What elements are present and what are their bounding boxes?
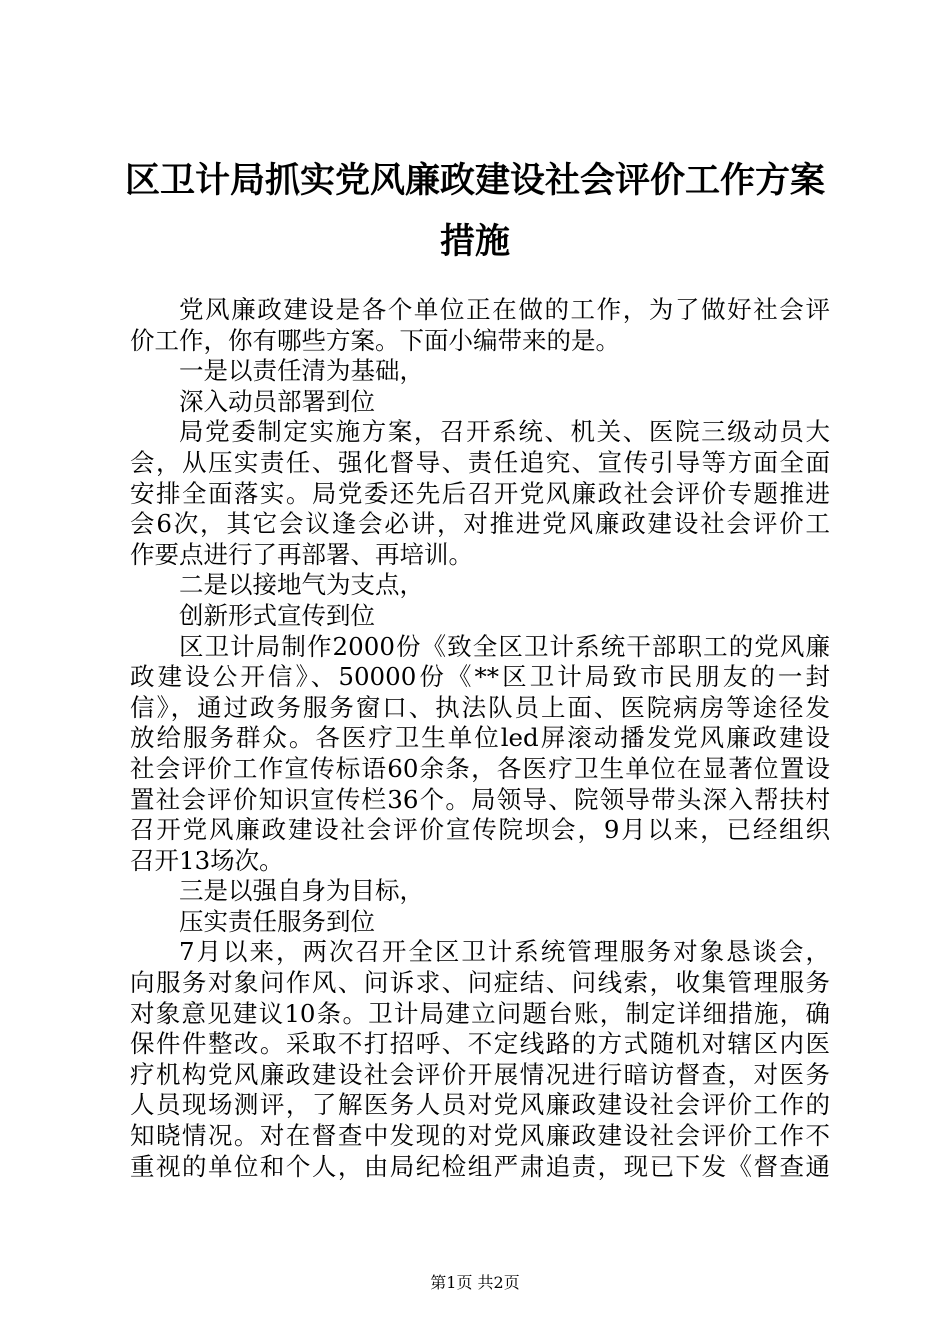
section-heading-line: 三是以强自身为目标， [179, 876, 424, 906]
body-line: 政建设公开信》、50000份《**区卫计局致市民朋友的一封 [130, 662, 830, 692]
body-line: 召开党风廉政建设社会评价宣传院坝会，9月以来，已经组织 [130, 815, 830, 845]
body-line: 社会评价工作宣传标语60余条，各医疗卫生单位在显著位置设 [130, 753, 830, 783]
body-line: 区卫计局制作2000份《致全区卫计系统干部职工的党风廉 [179, 631, 830, 661]
body-line: 对象意见建议10条。卫计局建立问题台账，制定详细措施，确 [130, 998, 830, 1028]
document-title-line-2: 措施 [439, 222, 510, 262]
section-heading-line: 深入动员部署到位 [179, 386, 375, 416]
body-line: 党风廉政建设是各个单位正在做的工作，为了做好社会评 [179, 295, 830, 324]
body-line: 知晓情况。对在督查中发现的对党风廉政建设社会评价工作不 [130, 1121, 830, 1151]
body-line: 保件件整改。采取不打招呼、不定线路的方式随机对辖区内医 [130, 1029, 830, 1059]
body-line: 疗机构党风廉政建设社会评价开展情况进行暗访督查，对医务 [130, 1059, 830, 1089]
document-body [130, 295, 830, 1182]
body-line: 召开13场次。 [130, 845, 284, 875]
body-line: 局党委制定实施方案，召开系统、机关、医院三级动员大 [179, 417, 830, 447]
body-line: 安排全面落实。局党委还先后召开党风廉政社会评价专题推进 [130, 478, 830, 508]
body-line: 信》，通过政务服务窗口、执法队员上面、医院病房等途径发 [130, 692, 830, 722]
body-line: 向服务对象问作风、问诉求、问症结、问线索，收集管理服务 [130, 968, 830, 998]
document-title-line-1: 区卫计局抓实党风廉政建设社会评价工作方案 [124, 161, 825, 201]
body-line: 置社会评价知识宣传栏36个。局领导、院领导带头深入帮扶村 [130, 784, 830, 814]
body-line: 价工作，你有哪些方案。下面小编带来的是。 [130, 325, 620, 355]
section-heading-line: 一是以责任清为基础， [179, 356, 424, 386]
section-heading-line: 二是以接地气为支点， [179, 570, 424, 600]
body-line: 人员现场测评，了解医务人员对党风廉政建设社会评价工作的 [130, 1090, 830, 1120]
body-line: 会6次，其它会议逢会必讲，对推进党风廉政建设社会评价工 [130, 509, 830, 539]
body-line: 放给服务群众。各医疗卫生单位led屏滚动播发党风廉政建设 [130, 723, 830, 753]
section-heading-line: 创新形式宣传到位 [179, 600, 375, 630]
body-line: 7月以来，两次召开全区卫计系统管理服务对象恳谈会， [179, 937, 830, 967]
page-footer: 第1页 共2页 [430, 1273, 520, 1292]
section-heading-line: 压实责任服务到位 [179, 906, 375, 936]
body-line: 会，从压实责任、强化督导、责任追究、宣传引导等方面全面 [130, 447, 830, 477]
body-line: 重视的单位和个人，由局纪检组严肃追责，现已下发《督查通 [130, 1151, 830, 1181]
body-line: 作要点进行了再部署、再培训。 [130, 539, 473, 569]
